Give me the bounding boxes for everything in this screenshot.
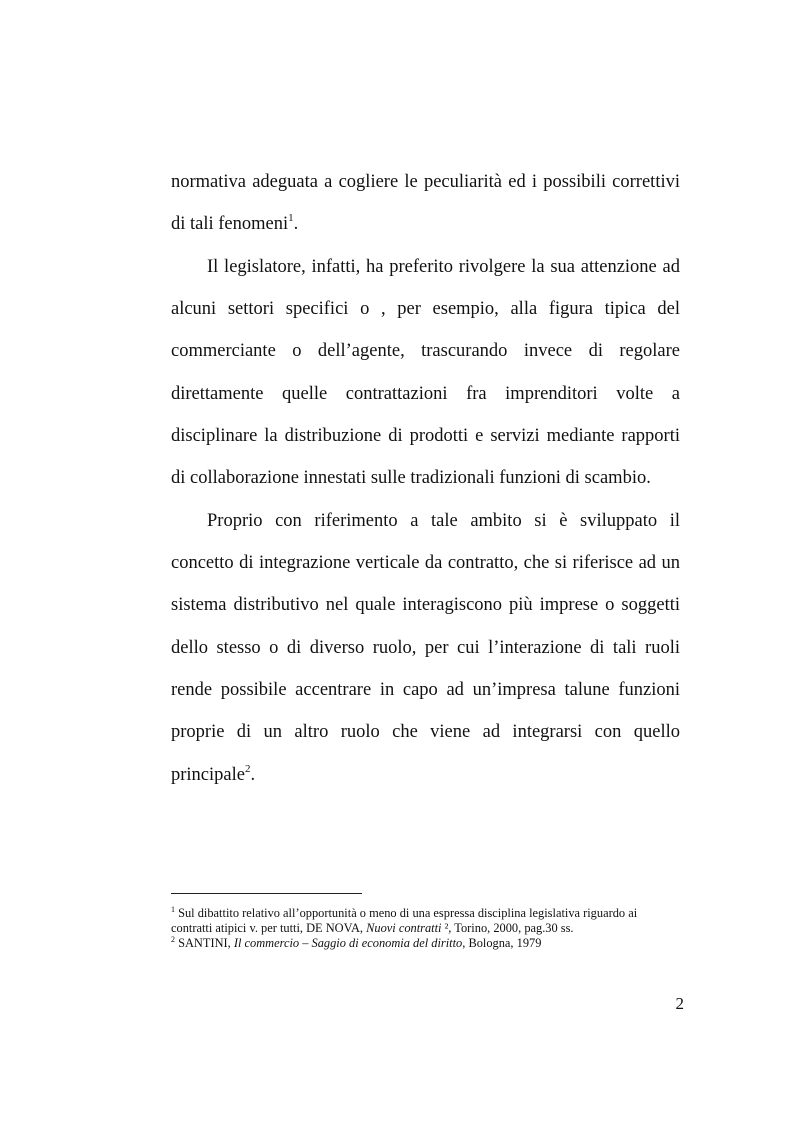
- body-line-3: Il legislatore, infatti, ha preferito rivolgere la sua attenzione ad: [207, 257, 680, 277]
- footnote-2: [171, 936, 683, 951]
- footnote-2-marker: 2: [171, 935, 175, 944]
- body-line-13: rende possibile accentrare in capo ad un’impresa talune funzioni: [171, 680, 680, 700]
- footnote-1-line-2: [171, 921, 683, 936]
- page-number: 2: [675, 994, 684, 1013]
- body-line-5: commerciante o dell’agente, trascurando invece di regolare: [171, 341, 680, 361]
- body-line-4: alcuni settori specifici o , per esempio, alla figura tipica del: [171, 299, 680, 319]
- footnote-ref-1[interactable]: 1: [288, 212, 294, 224]
- body-line-10: concetto di integrazione verticale da contratto, che si riferisce ad un: [171, 553, 680, 573]
- period: .: [293, 214, 299, 234]
- footnote-1-line-1: [171, 906, 683, 921]
- footnote-2-title: Il commercio – Saggio di economia del diritto: [233, 936, 463, 950]
- body-line-11: sistema distributivo nel quale interagiscono più imprese o soggetti: [171, 595, 680, 615]
- footnote-ref-2[interactable]: 2: [244, 763, 251, 775]
- body-line-9: Proprio con riferimento a tale ambito si è sviluppato il: [207, 511, 680, 531]
- body-line-15: [171, 764, 680, 786]
- footnote-2-text: SANTINI,: [175, 936, 234, 950]
- body-line-14: proprie di un altro ruolo che viene ad integrarsi con quello: [171, 722, 680, 742]
- footnote-1-text: Sul dibattito relativo all’opportunità o meno di una espressa disciplina legislativa riguardo ai: [175, 906, 638, 920]
- footnote-separator: [171, 893, 362, 894]
- body-line-2-text: di tali fenomeni: [171, 214, 289, 234]
- period: .: [250, 765, 256, 785]
- body-line-1: normativa adeguata a cogliere le peculiarità ed i possibili correttivi: [171, 172, 680, 192]
- body-line-2: [171, 213, 680, 235]
- body-line-15-text: principale: [171, 765, 245, 785]
- footnote-1-text-2: contratti atipici v. per tutti, DE NOVA,: [171, 921, 367, 935]
- body-line-8: di collaborazione innestati sulle tradizionali funzioni di scambio.: [171, 468, 651, 488]
- footnote-1-marker: 1: [171, 905, 175, 914]
- footnote-2-text-2: , Bologna, 1979: [462, 936, 542, 950]
- footnote-1-title: Nuovi contratti: [366, 921, 442, 935]
- footnote-1-text-3: ², Torino, 2000, pag.30 ss.: [441, 921, 574, 935]
- body-line-6: direttamente quelle contrattazioni fra imprenditori volte a: [171, 384, 680, 404]
- body-line-7: disciplinare la distribuzione di prodotti e servizi mediante rapporti: [171, 426, 680, 446]
- body-line-12: dello stesso o di diverso ruolo, per cui l’interazione di tali ruoli: [171, 638, 680, 658]
